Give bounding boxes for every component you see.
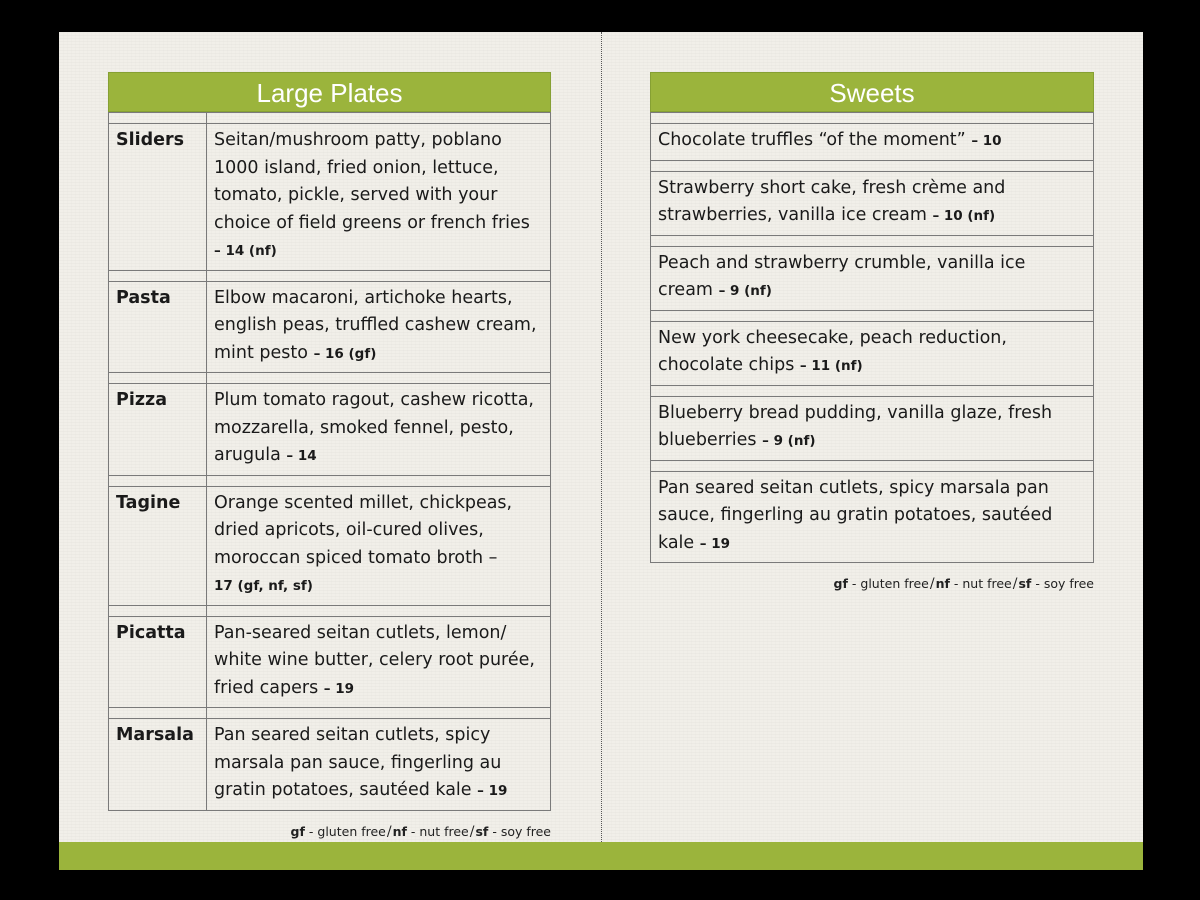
- item-price: – 16 (gf): [313, 345, 377, 362]
- item-price: – 10 (nf): [932, 208, 996, 224]
- menu-row-picatta: [109, 616, 551, 708]
- item-price: – 9 (nf): [762, 433, 816, 449]
- item-price: 17 (gf, nf, sf): [214, 578, 313, 594]
- sweets-title: Sweets: [650, 72, 1094, 112]
- menu-row-sliders: [109, 124, 551, 271]
- menu-row-marsala: [109, 719, 551, 811]
- menu-row-tagine: [109, 486, 551, 605]
- item-description: Plum tomato ragout, cashew ricotta, mozzarella, smoked fennel, pesto, arugula – 14: [207, 384, 551, 476]
- item-description: Strawberry short cake, fresh crème and strawberries, vanilla ice cream – 10 (nf): [651, 171, 1094, 235]
- item-description: Pan seared seitan cutlets, spicy marsala pan sauce, fingerling au gratin potatoes, sautéed kale – 19: [207, 719, 551, 811]
- item-description: Chocolate truffles “of the moment” – 10: [651, 124, 1094, 161]
- menu-row-dessert: [651, 246, 1094, 310]
- item-description: New york cheesecake, peach reduction, chocolate chips – 11 (nf): [651, 321, 1094, 385]
- large-plates-panel: [108, 72, 551, 840]
- item-description: Peach and strawberry crumble, vanilla ice cream – 9 (nf): [651, 246, 1094, 310]
- item-description: Seitan/mushroom patty, poblano 1000 island, fried onion, lettuce, tomato, pickle, served with your choice of field greens or french fries – 14 (nf): [207, 124, 551, 271]
- sweets-panel: [650, 72, 1094, 592]
- footer-bar: [59, 842, 1143, 870]
- large-plates-table: [108, 112, 551, 811]
- large-plates-title: Large Plates: [108, 72, 551, 112]
- menu-page: [59, 32, 1143, 870]
- item-price: – 14 (nf): [214, 243, 277, 259]
- item-price: – 14: [286, 448, 317, 464]
- menu-row-dessert: [651, 171, 1094, 235]
- item-name: Picatta: [109, 616, 207, 708]
- item-price: – 10: [971, 133, 1002, 149]
- dietary-legend: gf - gluten free/nf - nut free/sf - soy free: [833, 576, 1094, 592]
- item-name: Pasta: [109, 281, 207, 373]
- fold-line: [601, 32, 602, 870]
- item-description: Elbow macaroni, artichoke hearts, english peas, truffled cashew cream, mint pesto – 16 (gf): [207, 281, 551, 373]
- item-price: – 11 (nf): [799, 358, 863, 374]
- item-description: Pan-seared seitan cutlets, lemon/ white wine butter, celery root purée, fried capers – 19: [207, 616, 551, 708]
- item-name: Tagine: [109, 486, 207, 605]
- item-name: Sliders: [109, 124, 207, 271]
- item-name: Marsala: [109, 719, 207, 811]
- item-name: Pizza: [109, 384, 207, 476]
- menu-row-pasta: [109, 281, 551, 373]
- item-description: Orange scented millet, chickpeas, dried apricots, oil-cured olives, moroccan spiced tomato broth – 17 (gf, nf, sf): [207, 486, 551, 605]
- item-price: – 9 (nf): [718, 283, 772, 299]
- menu-row-pizza: [109, 384, 551, 476]
- menu-row-dessert: [651, 396, 1094, 460]
- dietary-legend: gf - gluten free/nf - nut free/sf - soy free: [290, 823, 551, 840]
- item-price: – 19: [323, 680, 355, 697]
- sweets-table: [650, 112, 1094, 563]
- item-price: – 19: [699, 535, 731, 552]
- menu-row-dessert: [651, 471, 1094, 563]
- item-description: Blueberry bread pudding, vanilla glaze, fresh blueberries – 9 (nf): [651, 396, 1094, 460]
- item-price: – 19: [477, 783, 508, 799]
- menu-row-dessert: [651, 321, 1094, 385]
- item-description: Pan seared seitan cutlets, spicy marsala pan sauce, fingerling au gratin potatoes, sautéed kale – 19: [651, 471, 1094, 563]
- menu-row-dessert: [651, 124, 1094, 161]
